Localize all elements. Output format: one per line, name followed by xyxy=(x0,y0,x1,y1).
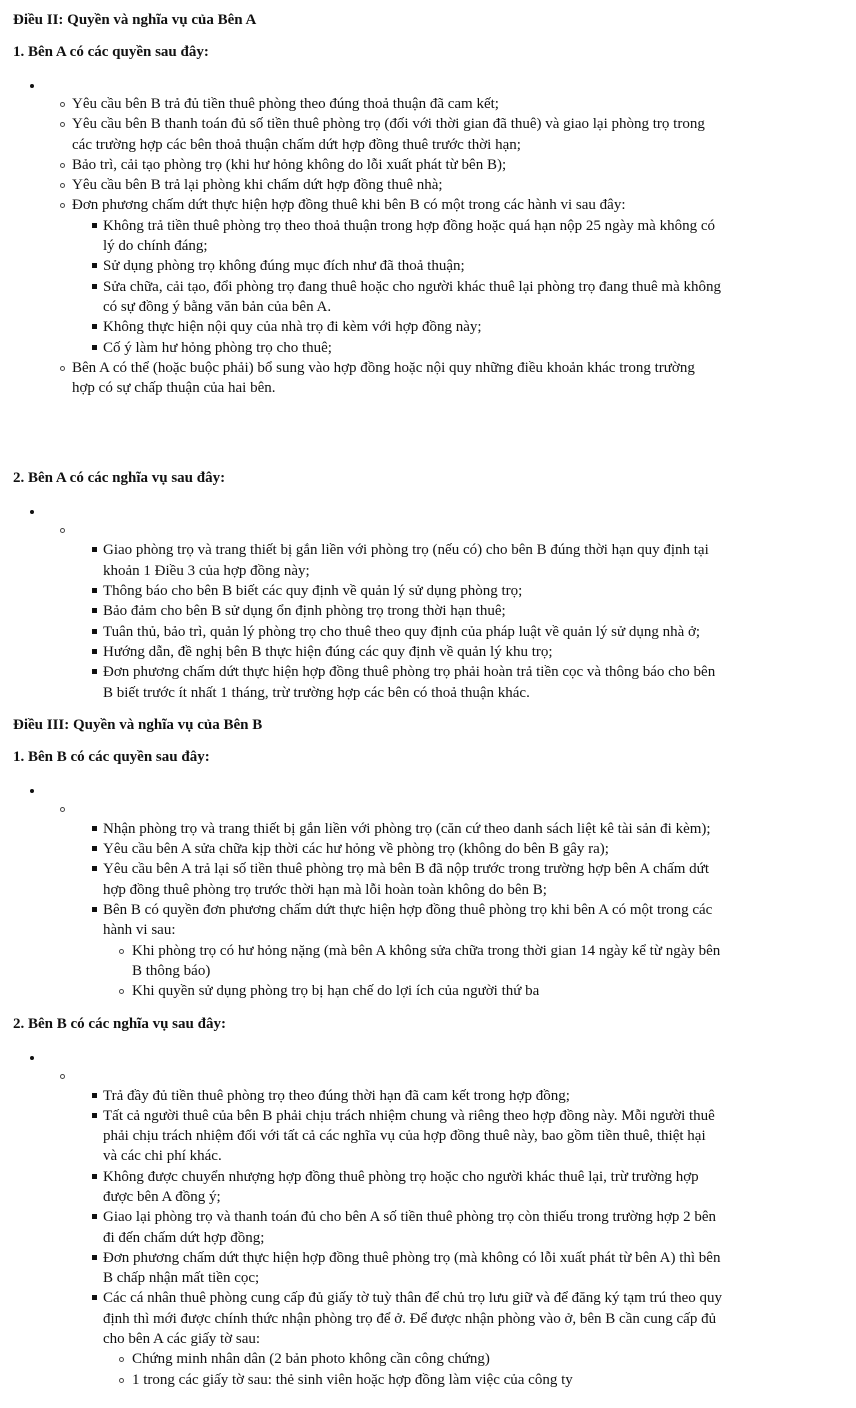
list-item: Trả đầy đủ tiền thuê phòng trọ theo đúng thời hạn đã cam kết trong hợp đồng; xyxy=(13,1086,723,1106)
article-2-section-1-heading: 1. Bên A có các quyền sau đây: xyxy=(13,44,209,60)
list-item: Yêu cầu bên A trả lại số tiền thuê phòng trọ mà bên B đã nộp trước trong trường hợp bên A chấm dứt hợp đồng thuê phòng trọ trước thời hạn mà lỗi hoàn toàn không do bên B; xyxy=(13,859,723,900)
list-item: Không trả tiền thuê phòng trọ theo thoả thuận trong hợp đồng hoặc quá hạn nộp 25 ngày mà không có lý do chính đáng; xyxy=(13,216,723,257)
circle-bullet xyxy=(13,799,843,819)
list-item: Yêu cầu bên B trả đủ tiền thuê phòng theo đúng thoả thuận đã cam kết; xyxy=(13,94,712,114)
list-item: Yêu cầu bên A sửa chữa kịp thời các hư hỏng về phòng trọ (không do bên B gây ra); xyxy=(13,839,723,859)
required-documents-list xyxy=(13,1349,723,1390)
list-item: Giao lại phòng trọ và thanh toán đủ cho bên A số tiền thuê phòng trọ còn thiếu trong trường hợp 2 bên đi đến chấm dứt hợp đồng; xyxy=(13,1207,723,1248)
article-3-section-2-heading: 2. Bên B có các nghĩa vụ sau đây: xyxy=(13,1015,226,1032)
list-item: Sử dụng phòng trọ không đúng mục đích như đã thoả thuận; xyxy=(13,256,723,276)
tenant-termination-grounds-list xyxy=(13,941,723,1002)
disc-bullet xyxy=(13,1046,843,1066)
list-item: Đơn phương chấm dứt thực hiện hợp đồng thuê phòng trọ (mà không có lỗi xuất phát từ bên A) thì bên B chấp nhận mất tiền cọc; xyxy=(13,1248,723,1289)
list-item: Tất cả người thuê của bên B phải chịu trách nhiệm chung và riêng theo hợp đồng này. Mỗi người thuê phải chịu trách nhiệm đối với tất cả các nghĩa vụ của hợp đồng thuê này, bao gồm tiền thuê, thiệt hại và các chi phí khác. xyxy=(13,1106,723,1167)
list-item: Thông báo cho bên B biết các quy định về quản lý sử dụng phòng trọ; xyxy=(13,581,723,601)
article-3-rights-list xyxy=(13,819,843,1002)
article-2-rights-list xyxy=(13,94,843,398)
disc-bullet xyxy=(13,779,843,799)
list-item: Khi quyền sử dụng phòng trọ bị hạn chế do lợi ích của người thứ ba xyxy=(13,981,722,1001)
list-item xyxy=(13,1288,723,1389)
list-item: Cố ý làm hư hỏng phòng trọ cho thuê; xyxy=(13,338,723,358)
list-item: Bảo trì, cải tạo phòng trọ (khi hư hỏng không do lỗi xuất phát từ bên B); xyxy=(13,155,712,175)
article-2-section-2-heading: 2. Bên A có các nghĩa vụ sau đây: xyxy=(13,470,226,487)
list-item: Hướng dẫn, đề nghị bên B thực hiện đúng các quy định về quản lý khu trọ; xyxy=(13,642,723,662)
list-item-text: Bên B có quyền đơn phương chấm dứt thực hiện hợp đồng thuê phòng trọ khi bên A có một trong các hành vi sau: xyxy=(103,902,713,939)
list-item: 1 trong các giấy tờ sau: thẻ sinh viên hoặc hợp đồng làm việc của công ty xyxy=(13,1370,722,1390)
list-item: Bên A có thể (hoặc buộc phải) bổ sung vào hợp đồng hoặc nội quy những điều khoản khác trong trường hợp có sự chấp thuận của hai bên. xyxy=(13,358,712,399)
list-item: Yêu cầu bên B thanh toán đủ số tiền thuê phòng trọ (đối với thời gian đã thuê) và giao lại phòng trọ trong các trường hợp các bên thoả thuận chấm dứt hợp đồng thuê trước thời hạn; xyxy=(13,114,712,155)
disc-bullet xyxy=(13,500,843,520)
list-item: Giao phòng trọ và trang thiết bị gắn liền với phòng trọ (nếu có) cho bên B đúng thời hạn quy định tại khoản 1 Điều 3 của hợp đồng này; xyxy=(13,540,723,581)
list-item: Chứng minh nhân dân (2 bản photo không cần công chứng) xyxy=(13,1349,722,1369)
list-item: Không được chuyển nhượng hợp đồng thuê phòng trọ hoặc cho người khác thuê lại, trừ trường hợp được bên A đồng ý; xyxy=(13,1167,723,1208)
list-item: Bảo đảm cho bên B sử dụng ổn định phòng trọ trong thời hạn thuê; xyxy=(13,601,723,621)
article-3-obligations-list xyxy=(13,1086,843,1390)
article-3-section-1-heading: 1. Bên B có các quyền sau đây: xyxy=(13,748,210,765)
document-body xyxy=(13,10,843,1390)
circle-bullet xyxy=(13,520,843,540)
list-item: Sửa chữa, cải tạo, đổi phòng trọ đang thuê hoặc cho người khác thuê lại phòng trọ đang thuê mà không có sự đồng ý bằng văn bản của bên A. xyxy=(13,277,723,318)
list-item-text: Các cá nhân thuê phòng cung cấp đủ giấy tờ tuỳ thân để chủ trọ lưu giữ và để đăng ký tạm trú theo quy định thì mới được chính thức nhận phòng trọ để ở. Để được nhận phòng vào ở, bên B cần cung cấp đủ cho bên A các giấy tờ sau: xyxy=(103,1290,723,1348)
list-item: Khi phòng trọ có hư hỏng nặng (mà bên A không sửa chữa trong thời gian 14 ngày kể từ ngày bên B thông báo) xyxy=(13,941,722,982)
article-2-obligations-list xyxy=(13,540,843,702)
list-item: Không thực hiện nội quy của nhà trọ đi kèm với hợp đồng này; xyxy=(13,317,723,337)
list-item: Nhận phòng trọ và trang thiết bị gắn liền với phòng trọ (căn cứ theo danh sách liệt kê tài sản đi kèm); xyxy=(13,819,723,839)
list-item xyxy=(13,195,722,357)
list-item: Đơn phương chấm dứt thực hiện hợp đồng thuê phòng trọ phải hoàn trả tiền cọc và thông báo cho bên B biết trước ít nhất 1 tháng, trừ trường hợp các bên có thoả thuận khác. xyxy=(13,662,723,703)
termination-grounds-list xyxy=(13,216,722,358)
circle-bullet xyxy=(13,1066,843,1086)
article-2-title: Điều II: Quyền và nghĩa vụ của Bên A xyxy=(13,12,257,28)
article-3-title: Điều III: Quyền và nghĩa vụ của Bên B xyxy=(13,716,263,733)
disc-bullet xyxy=(13,74,843,94)
list-item xyxy=(13,900,723,1001)
list-item: Yêu cầu bên B trả lại phòng khi chấm dứt hợp đồng thuê nhà; xyxy=(13,175,712,195)
list-item-text: Đơn phương chấm dứt thực hiện hợp đồng thuê khi bên B có một trong các hành vi sau đây: xyxy=(72,197,626,214)
list-item: Tuân thủ, bảo trì, quản lý phòng trọ cho thuê theo quy định của pháp luật về quản lý sử dụng nhà ở; xyxy=(13,622,723,642)
